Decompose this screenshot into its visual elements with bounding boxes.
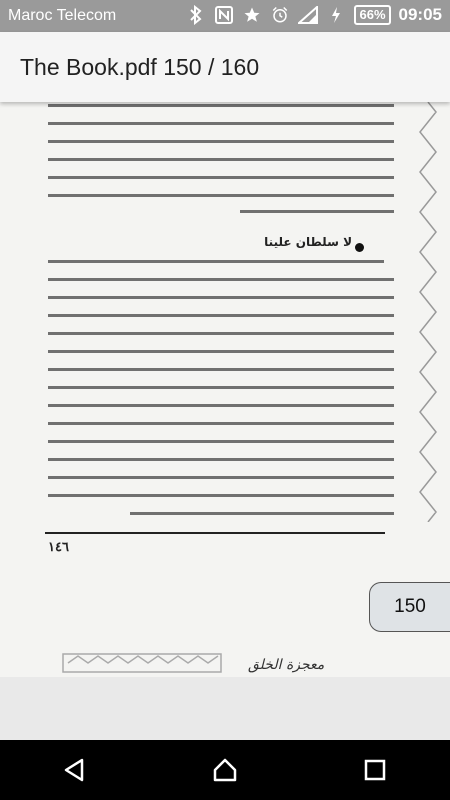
section-heading: لا سلطان علينا xyxy=(264,235,352,249)
alarm-icon xyxy=(270,5,290,25)
recents-icon[interactable] xyxy=(355,750,395,790)
status-icons xyxy=(186,5,442,25)
app-bar xyxy=(0,32,450,102)
star-icon xyxy=(242,5,262,25)
viewer-background xyxy=(0,677,450,740)
footer-title: معجزة الخلق xyxy=(248,657,325,673)
page-indicator-button[interactable]: 150 xyxy=(369,582,450,632)
footer-ornament xyxy=(62,652,222,674)
printed-page-number: ١٤٦ xyxy=(48,540,69,555)
page-footer-rule xyxy=(45,532,385,534)
section-bullet xyxy=(355,243,364,252)
back-icon[interactable] xyxy=(55,750,95,790)
signal-icon xyxy=(298,5,318,25)
charging-icon xyxy=(326,5,346,25)
battery-level: 66% xyxy=(354,5,390,25)
nfc-icon xyxy=(214,5,234,25)
home-icon[interactable] xyxy=(205,750,245,790)
document-title: The Book.pdf 150 / 160 xyxy=(20,54,260,80)
bluetooth-icon xyxy=(186,5,206,25)
clock: 09:05 xyxy=(398,5,442,24)
carrier-name: Maroc Telecom xyxy=(8,7,117,24)
status-bar xyxy=(0,0,450,32)
page-border-decoration xyxy=(418,102,438,522)
navigation-bar xyxy=(0,740,450,800)
